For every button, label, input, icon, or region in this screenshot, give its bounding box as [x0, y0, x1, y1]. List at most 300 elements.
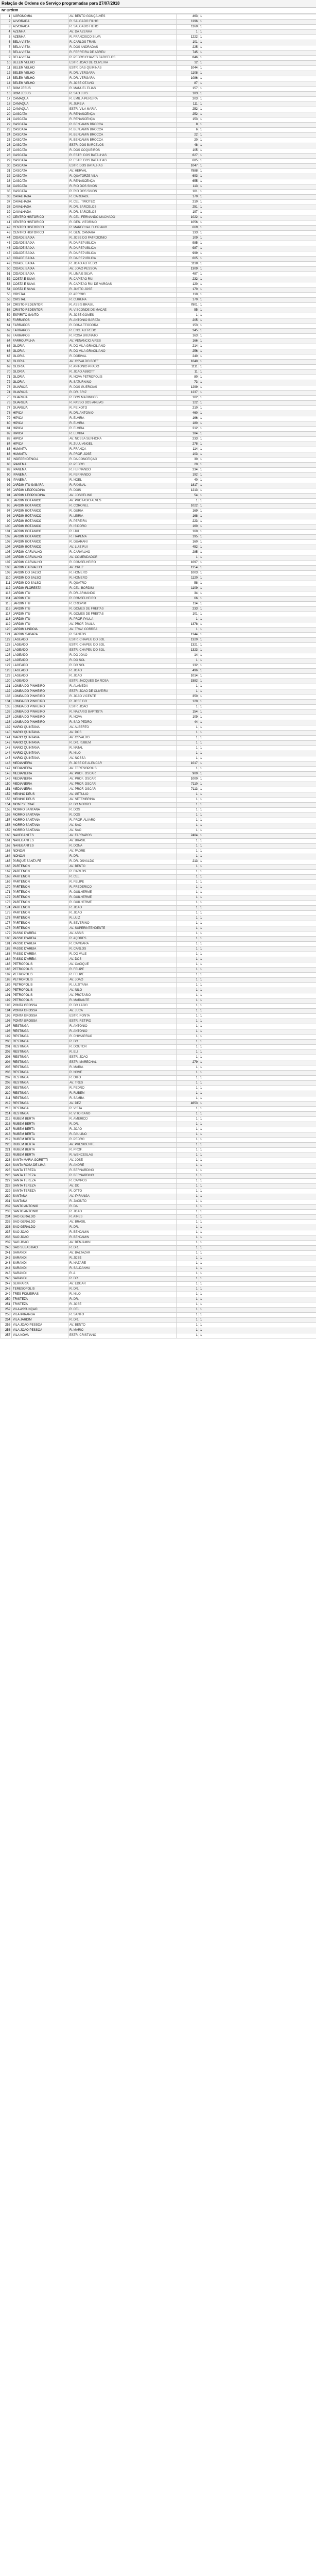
row-number: 51 [1, 272, 12, 277]
row-number: 205 [1, 1065, 12, 1071]
row-logradouro: R. DOS [68, 813, 177, 818]
row-number: 26 [1, 143, 12, 148]
row-pos: 1 [199, 1179, 316, 1184]
row-pos: 1 [199, 406, 316, 411]
row-number: 10 [1, 61, 12, 66]
row-ordem: 1000 [177, 777, 199, 782]
row-ordem: 1 [177, 993, 199, 998]
row-number: 132 [1, 689, 12, 694]
row-ordem: 1 [177, 756, 199, 761]
row-ordem: 1040 [177, 360, 199, 365]
row-logradouro: AV. EDGAR [68, 1282, 177, 1287]
row-logradouro: R. MANUEL ELIAS [68, 87, 177, 92]
row-pos: 1 [199, 303, 316, 308]
table-row [1, 385, 316, 391]
table-row [1, 494, 316, 499]
row-logradouro: R. PEDRO CHAVES BARCELOS [68, 56, 177, 61]
row-bairro: SÃO GERALDO [12, 1215, 68, 1220]
row-ordem: 73 [177, 380, 199, 385]
row-bairro: PONTA GROSSA [12, 1019, 68, 1024]
row-number: 69 [1, 365, 12, 370]
row-bairro: ALVORADA [12, 25, 68, 30]
table-row [1, 519, 316, 524]
table-row [1, 30, 316, 35]
row-pos: 1 [199, 1107, 316, 1112]
row-bairro: HÍPICA [12, 437, 68, 442]
row-logradouro: R. ZULU ANGEL [68, 442, 177, 447]
row-logradouro: R. JOSÉ DO PATROCÍNIO [68, 236, 177, 241]
row-pos: 1 [199, 391, 316, 396]
row-bairro: BOM JESUS [12, 92, 68, 97]
row-pos: 1 [199, 267, 316, 272]
row-number: 85 [1, 447, 12, 452]
row-logradouro: R. NAZÁRIO BAPTISTA [68, 710, 177, 715]
row-pos: 1 [199, 1076, 316, 1081]
row-pos: 1 [199, 746, 316, 751]
row-bairro: PARTENON [12, 906, 68, 911]
row-logradouro: AV. BALTAZAR [68, 1251, 177, 1256]
row-bairro: RUBEM BERTA [12, 1143, 68, 1148]
row-ordem: 1 [177, 628, 199, 633]
row-ordem: 1 [177, 818, 199, 823]
row-pos: 1 [199, 432, 316, 437]
table-row [1, 210, 316, 215]
row-number: 245 [1, 1272, 12, 1277]
row-number: 79 [1, 416, 12, 421]
row-logradouro: ESTR. JOÃO DE OLIVEIRA [68, 689, 177, 694]
row-logradouro: R. VISTA [68, 1107, 177, 1112]
row-bairro: JARDIM BOTÂNICO [12, 524, 68, 530]
row-ordem: 1 [177, 957, 199, 962]
row-ordem: 133 [177, 231, 199, 236]
row-pos: 1 [199, 808, 316, 813]
row-pos: 1 [199, 962, 316, 968]
row-ordem: 496 [177, 669, 199, 674]
row-bairro: CIDADE BAIXA [12, 272, 68, 277]
row-logradouro: R. DR. ANTÔNIO [68, 411, 177, 416]
row-pos: 1 [199, 20, 316, 25]
row-bairro: SÃO JOÃO [12, 1230, 68, 1235]
row-logradouro: AV. NILO [68, 988, 177, 993]
row-ordem: 1 [177, 978, 199, 983]
row-pos: 1 [199, 731, 316, 736]
row-ordem: 1321 [177, 643, 199, 648]
row-bairro: CIDADE BAIXA [12, 236, 68, 241]
row-number: 187 [1, 973, 12, 978]
row-ordem: 1 [177, 313, 199, 318]
row-pos: 1 [199, 1009, 316, 1014]
row-ordem: 157 [177, 87, 199, 92]
row-bairro: LOMBA DO PINHEIRO [12, 710, 68, 715]
row-logradouro: R. LUIZ [68, 916, 177, 921]
row-pos: 1 [199, 411, 316, 416]
row-number: 163 [1, 849, 12, 854]
table-row [1, 179, 316, 184]
table-row [1, 628, 316, 633]
row-ordem: 153 [177, 324, 199, 329]
row-ordem: 1 [177, 1184, 199, 1189]
row-logradouro: R. FREDERICO [68, 885, 177, 890]
row-logradouro: ESTR. CHAPÉU DO SOL [68, 638, 177, 643]
row-bairro: SARANDI [12, 1277, 68, 1282]
row-bairro: RUBEM BERTA [12, 1138, 68, 1143]
table-row [1, 880, 316, 885]
row-logradouro: R. DR. [68, 1122, 177, 1127]
row-bairro: CASCATA [12, 148, 68, 154]
row-ordem: 1 [177, 1055, 199, 1060]
row-pos: 1 [199, 457, 316, 463]
row-number: 171 [1, 890, 12, 895]
table-row [1, 200, 316, 205]
table-row [1, 92, 316, 97]
row-ordem: 1 [177, 689, 199, 694]
row-bairro: MEDIANEIRA [12, 772, 68, 777]
table-row [1, 1029, 316, 1035]
row-bairro: LOMBA DO PINHEIRO [12, 694, 68, 700]
row-ordem: 1017 [177, 761, 199, 767]
row-logradouro: R. ANTÔNIO PRADO [68, 365, 177, 370]
row-pos: 1 [199, 133, 316, 138]
row-bairro: MENINO DEUS [12, 792, 68, 798]
table-row [1, 427, 316, 432]
row-pos: 1 [199, 1096, 316, 1101]
row-ordem: 1213 [177, 488, 199, 494]
row-ordem: 1196 [177, 20, 199, 25]
row-number: 84 [1, 442, 12, 447]
row-ordem: 1 [177, 1029, 199, 1035]
row-logradouro: R. DONA [68, 844, 177, 849]
table-row [1, 154, 316, 159]
row-bairro: FARRAPOS [12, 324, 68, 329]
row-ordem: 166 [177, 416, 199, 421]
table-row [1, 221, 316, 226]
row-pos: 1 [199, 694, 316, 700]
row-ordem: 1 [177, 1040, 199, 1045]
table-row [1, 1122, 316, 1127]
row-pos: 1 [199, 478, 316, 483]
row-ordem: 1 [177, 30, 199, 35]
table-row [1, 504, 316, 509]
table-row [1, 782, 316, 787]
row-number: 174 [1, 906, 12, 911]
row-bairro: RESTINGA [12, 1091, 68, 1096]
row-bairro: JARDIM BOTÂNICO [12, 514, 68, 519]
table-row [1, 669, 316, 674]
row-logradouro: R. A [68, 1272, 177, 1277]
table-row [1, 298, 316, 303]
row-logradouro: R. PEDRO [68, 463, 177, 468]
report-subtitle: Nr Ordem [0, 8, 316, 14]
row-pos: 1 [199, 710, 316, 715]
row-ordem: 154 [177, 710, 199, 715]
row-bairro: RESTINGA [12, 1076, 68, 1081]
row-number: 143 [1, 746, 12, 751]
table-row [1, 1241, 316, 1246]
row-pos: 1 [199, 246, 316, 251]
row-ordem: 232 [177, 277, 199, 282]
table-row [1, 983, 316, 988]
table-row [1, 365, 316, 370]
row-logradouro: R. DR. [68, 854, 177, 859]
row-pos: 1 [199, 679, 316, 684]
row-logradouro: ESTR. DOS BATALHAS [68, 164, 177, 169]
row-ordem: 1 [177, 983, 199, 988]
row-logradouro: R. RIO DOS SINOS [68, 184, 177, 190]
row-pos: 1 [199, 890, 316, 895]
row-pos: 1 [199, 1302, 316, 1308]
row-number: 89 [1, 468, 12, 473]
table-row [1, 195, 316, 200]
row-number: 64 [1, 339, 12, 344]
row-bairro: JARDIM LEOPOLDINA [12, 494, 68, 499]
row-bairro: HUMAITÁ [12, 447, 68, 452]
row-pos: 1 [199, 277, 316, 282]
row-bairro: CASCATA [12, 169, 68, 174]
row-pos: 1 [199, 210, 316, 215]
row-pos: 1 [199, 190, 316, 195]
row-ordem: 7113 [177, 787, 199, 792]
row-logradouro: R. JOÃO [68, 1127, 177, 1132]
row-number: 96 [1, 504, 12, 509]
row-number: 134 [1, 700, 12, 705]
row-logradouro: R. FELIPE [68, 973, 177, 978]
row-logradouro: AV. PROTÁSIO ALVES [68, 499, 177, 504]
row-logradouro: R. ITAPEMA [68, 535, 177, 540]
table-row [1, 514, 316, 519]
row-ordem: 1160 [177, 25, 199, 30]
row-pos: 1 [199, 741, 316, 746]
row-logradouro: R. CORONEL [68, 504, 177, 509]
row-number: 103 [1, 540, 12, 545]
row-logradouro: R. ENG. ALFREDO [68, 329, 177, 334]
row-bairro: VILA JOÃO PESSOA [12, 1323, 68, 1328]
row-pos: 1 [199, 1101, 316, 1107]
row-logradouro: R. FERNANDO [68, 473, 177, 478]
row-pos: 1 [199, 612, 316, 617]
row-logradouro: R. CHIMARRÃO [68, 1035, 177, 1040]
row-ordem: 1 [177, 803, 199, 808]
table-row [1, 329, 316, 334]
row-number: 100 [1, 524, 12, 530]
table-row [1, 1292, 316, 1297]
row-pos: 1 [199, 308, 316, 313]
row-bairro: PARTENON [12, 870, 68, 875]
table-row [1, 653, 316, 658]
row-bairro: CRISTAL [12, 293, 68, 298]
table-row [1, 1117, 316, 1122]
row-number: 19 [1, 107, 12, 112]
row-ordem: 1 [177, 1287, 199, 1292]
table-row [1, 1333, 316, 1338]
table-row [1, 1076, 316, 1081]
row-logradouro: R. BENJAMIN [68, 1235, 177, 1241]
table-row [1, 293, 316, 298]
row-logradouro: R. GEN. VITORINO [68, 221, 177, 226]
row-pos: 1 [199, 689, 316, 694]
table-row [1, 97, 316, 102]
row-pos: 1 [199, 756, 316, 761]
row-pos: 1 [199, 870, 316, 875]
row-ordem: 1022 [177, 504, 199, 509]
row-pos: 1 [199, 725, 316, 731]
row-ordem: 1 [177, 1215, 199, 1220]
row-ordem: 1 [177, 705, 199, 710]
row-logradouro: ESTR. CHAPÉU DO SOL [68, 643, 177, 648]
row-bairro: CIDADE BAIXA [12, 251, 68, 257]
table-row [1, 561, 316, 566]
row-logradouro: R. DO VALE [68, 952, 177, 957]
table-row [1, 40, 316, 45]
row-pos: 1 [199, 241, 316, 246]
row-ordem: 223 [177, 519, 199, 524]
row-pos: 1 [199, 318, 316, 324]
row-number: 146 [1, 761, 12, 767]
table-row [1, 617, 316, 622]
row-pos: 1 [199, 40, 316, 45]
table-row [1, 442, 316, 447]
row-pos: 1 [199, 550, 316, 555]
row-bairro: LAGEADO [12, 679, 68, 684]
row-pos: 1 [199, 818, 316, 823]
row-bairro: GUARUJÁ [12, 391, 68, 396]
row-bairro: MARIO QUINTANA [12, 751, 68, 756]
row-ordem: 101 [177, 190, 199, 195]
row-ordem: 1 [177, 1045, 199, 1050]
row-pos: 1 [199, 396, 316, 401]
row-number: 238 [1, 1235, 12, 1241]
row-bairro: SARANDI [12, 1251, 68, 1256]
table-row [1, 746, 316, 751]
row-pos: 1 [199, 1035, 316, 1040]
row-logradouro: R. DR. [68, 1318, 177, 1323]
row-ordem: 1 [177, 1230, 199, 1235]
row-pos: 1 [199, 442, 316, 447]
row-pos: 1 [199, 35, 316, 40]
table-row [1, 1246, 316, 1251]
row-number: 102 [1, 535, 12, 540]
row-logradouro: R. DA CONCEIÇÃO [68, 457, 177, 463]
row-number: 256 [1, 1328, 12, 1333]
row-logradouro: AV. JOSÉ [68, 1158, 177, 1163]
row-ordem: 1047 [177, 164, 199, 169]
row-pos: 1 [199, 370, 316, 375]
row-logradouro: R. DO MORRO [68, 803, 177, 808]
row-ordem: 168 [177, 514, 199, 519]
row-logradouro: R. DO LAGO [68, 1004, 177, 1009]
row-number: 222 [1, 1153, 12, 1158]
row-ordem: 693 [177, 174, 199, 179]
row-bairro: SANTA TEREZA [12, 1184, 68, 1189]
row-bairro: JARDIM CARVALHO [12, 550, 68, 555]
row-ordem: 1 [177, 1277, 199, 1282]
row-bairro: SANTA TEREZA [12, 1189, 68, 1194]
row-number: 221 [1, 1148, 12, 1153]
table-row [1, 509, 316, 514]
row-pos: 1 [199, 880, 316, 885]
table-row [1, 447, 316, 452]
row-pos: 1 [199, 231, 316, 236]
row-logradouro: AV. BRASIL [68, 1220, 177, 1225]
row-number: 182 [1, 947, 12, 952]
row-bairro: LAGEADO [12, 643, 68, 648]
row-number: 122 [1, 638, 12, 643]
row-logradouro: R. JOSÉ [68, 1256, 177, 1261]
table-row [1, 612, 316, 617]
table-row [1, 911, 316, 916]
table-row [1, 1174, 316, 1179]
row-pos: 1 [199, 494, 316, 499]
row-pos: 1 [199, 983, 316, 988]
row-pos: 1 [199, 988, 316, 993]
row-pos: 1 [199, 906, 316, 911]
row-pos: 1 [199, 360, 316, 365]
row-bairro: CIDADE BAIXA [12, 241, 68, 246]
row-pos: 1 [199, 56, 316, 61]
row-bairro: SANTANA [12, 1199, 68, 1205]
row-bairro: GLÓRIA [12, 360, 68, 365]
row-pos: 1 [199, 901, 316, 906]
row-ordem: 669 [177, 226, 199, 231]
row-pos: 1 [199, 715, 316, 720]
row-ordem: 1 [177, 962, 199, 968]
table-row [1, 354, 316, 360]
row-pos: 1 [199, 823, 316, 828]
row-logradouro: R. DO [68, 1040, 177, 1045]
row-logradouro: AV. JOÃO [68, 978, 177, 983]
row-bairro: VILA IPIRANGA [12, 1313, 68, 1318]
row-logradouro: R. CONSELHEIRO [68, 561, 177, 566]
row-bairro: SANTO ANTÔNIO [12, 1205, 68, 1210]
table-row [1, 287, 316, 293]
row-logradouro: R. CAMPOS [68, 1179, 177, 1184]
row-ordem: 1323 [177, 648, 199, 653]
row-ordem: 2404 [177, 834, 199, 839]
row-pos: 1 [199, 1014, 316, 1019]
row-pos: 1 [199, 499, 316, 504]
row-pos: 1 [199, 957, 316, 962]
row-logradouro: AV. SÃO [68, 828, 177, 834]
table-row [1, 313, 316, 318]
row-ordem: 1378 [177, 622, 199, 628]
row-bairro: SANTO ANTÔNIO [12, 1210, 68, 1215]
row-ordem: 1 [177, 1318, 199, 1323]
row-ordem: 114 [177, 602, 199, 607]
row-pos: 1 [199, 865, 316, 870]
table-row [1, 406, 316, 411]
row-ordem: 1 [177, 1148, 199, 1153]
row-pos: 1 [199, 1225, 316, 1230]
row-ordem: 1 [177, 1076, 199, 1081]
row-logradouro: R. ARROIO [68, 293, 177, 298]
row-logradouro: ESTR. RETIRO [68, 1019, 177, 1024]
row-number: 2 [1, 20, 12, 25]
row-number: 20 [1, 112, 12, 117]
row-logradouro: R. DR. VERGARA [68, 76, 177, 81]
row-number: 90 [1, 473, 12, 478]
row-logradouro: R. ELVIRA [68, 416, 177, 421]
row-ordem: 7888 [177, 169, 199, 174]
row-bairro: RUBEM BERTA [12, 1122, 68, 1127]
table-row [1, 102, 316, 107]
row-pos: 1 [199, 200, 316, 205]
row-logradouro: R. RENASCENÇA [68, 179, 177, 184]
row-number: 168 [1, 875, 12, 880]
row-logradouro: ESTR. JOÃO DE OLIVEIRA [68, 61, 177, 66]
row-number: 45 [1, 241, 12, 246]
table-row [1, 942, 316, 947]
table-row [1, 236, 316, 241]
row-number: 206 [1, 1071, 12, 1076]
